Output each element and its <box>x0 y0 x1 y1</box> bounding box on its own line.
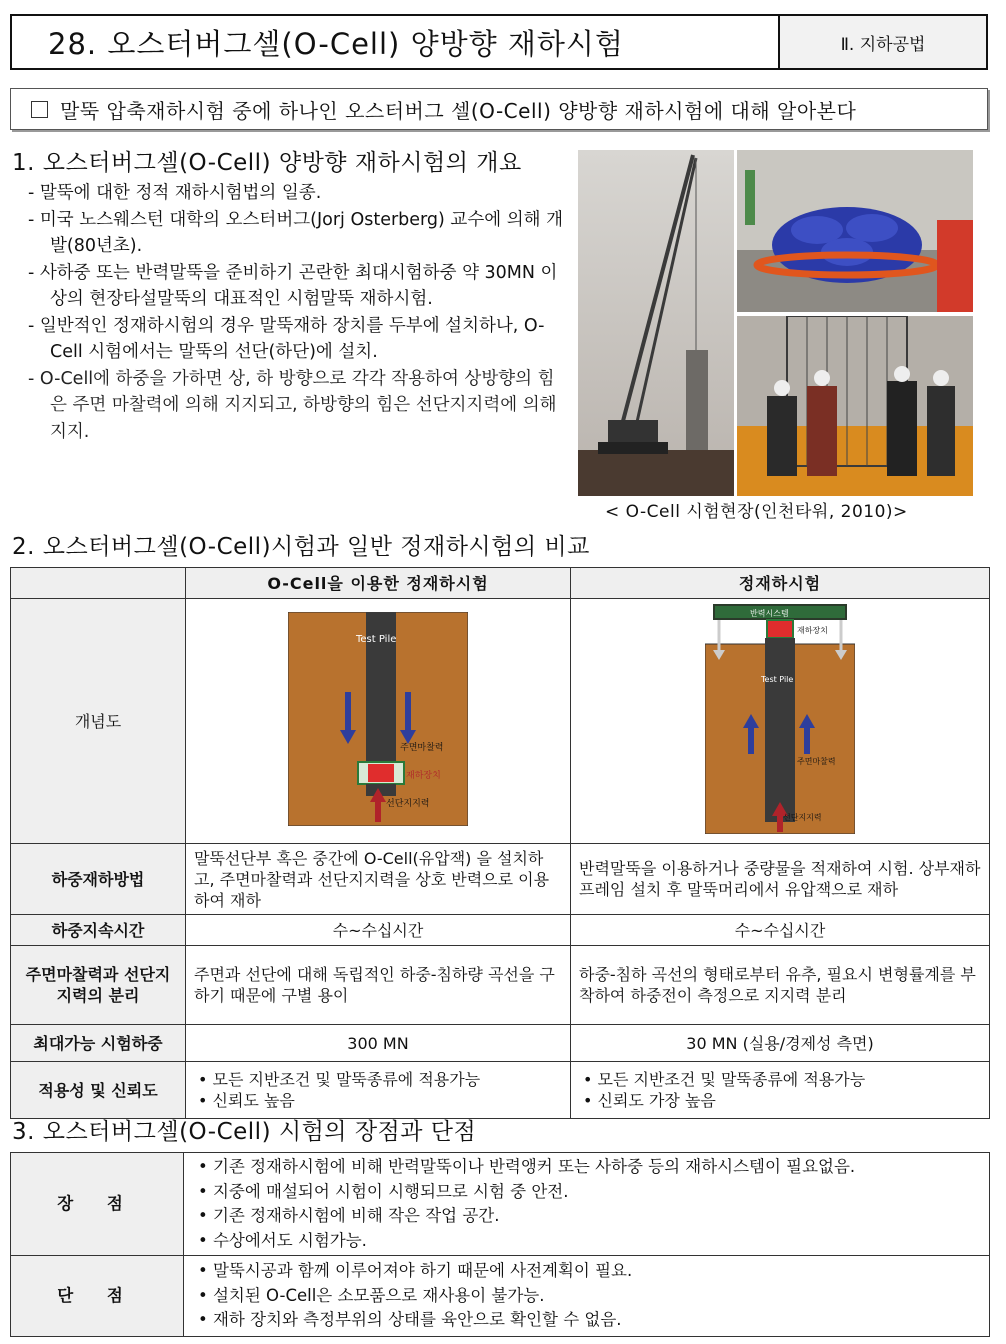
ocell-jack-label: 재하장치 <box>406 770 441 781</box>
intro-box <box>10 88 988 130</box>
table-row <box>11 1025 990 1062</box>
list-item: - 사하중 또는 반력말뚝을 준비하기 곤란한 최대시험하중 약 30MN 이상의 현장타설말뚝의 대표적인 시험말뚝 재하시험. <box>28 262 558 309</box>
section3-heading: 3. 오스터버그셀(O-Cell) 시험의 장점과 단점 <box>12 1119 477 1145</box>
disadvantages-list <box>184 1256 990 1337</box>
table-row <box>11 599 990 844</box>
table-row <box>11 568 990 599</box>
list-item: - O-Cell에 하중을 가하면 상, 하 방향으로 각각 작용하여 상방향의 힘은 주면 마찰력에 의해 지지되고, 하방향의 힘은 선단지지력에 의해 지지. <box>28 368 557 442</box>
col-header-static: 정재하시험 <box>571 568 990 599</box>
list-item: • 모든 지반조건 및 말뚝종류에 적용가능 <box>583 1070 866 1089</box>
row-header-reliability: 적용성 및 신뢰도 <box>11 1062 186 1119</box>
pros-cons-table <box>10 1152 990 1337</box>
static-reaction-label: 반력시스템 <box>750 608 789 618</box>
table-row <box>11 1153 990 1256</box>
col-header-ocell: O-Cell을 이용한 정재하시험 <box>186 568 571 599</box>
list-item: • 지중에 매설되어 시험이 시행되므로 시험 중 안전. <box>198 1181 569 1201</box>
static-duration: 수~수십시간 <box>571 915 990 946</box>
table-row <box>11 1062 990 1119</box>
row-header-duration: 하중지속시간 <box>11 915 186 946</box>
row-header-concept: 개념도 <box>11 599 186 844</box>
page-title: 28. 오스터버그셀(O-Cell) 양방향 재하시험 <box>48 26 624 61</box>
list-item: • 신뢰도 높음 <box>198 1091 295 1110</box>
list-item: • 재하 장치와 측정부위의 상태를 육안으로 확인할 수 없음. <box>198 1310 622 1330</box>
list-item: - 말뚝에 대한 정적 재하시험법의 일종. <box>28 183 322 203</box>
static-separation: 하중-침하 곡선의 형태로부터 유추, 필요시 변형률계를 부착하여 하중전이 측정으로 지지력 분리 <box>571 946 990 1025</box>
checkbox-square-icon <box>31 101 48 118</box>
advantages-list <box>184 1153 990 1256</box>
static-friction-label: 주면마찰력 <box>797 756 836 766</box>
ocell-method: 말뚝선단부 혹은 중간에 O-Cell(유압잭) 을 설치하고, 주면마찰력과 선단지지력을 상호 반력으로 이용하여 재하 <box>186 844 571 915</box>
list-item: • 수상에서도 시험가능. <box>198 1230 367 1250</box>
site-workers-photo <box>737 316 973 496</box>
static-maxload: 30 MN (실용/경제성 측면) <box>571 1025 990 1062</box>
ocell-concept-diagram <box>288 612 468 826</box>
disadvantages-label: 단 점 <box>11 1256 184 1337</box>
ocell-separation: 주면과 선단에 대해 독립적인 하중-침하량 곡선을 구하기 때문에 구별 용이 <box>186 946 571 1025</box>
list-item: • 말뚝시공과 함께 이루어져야 하기 때문에 사전계획이 필요. <box>198 1261 633 1281</box>
list-item: - 미국 노스웨스턴 대학의 오스터버그(Jorj Osterberg) 교수에 의해 개발(80년초). <box>28 209 563 256</box>
list-item: • 기존 정재하시험에 비해 작은 작업 공간. <box>198 1206 500 1225</box>
section2-heading: 2. 오스터버그셀(O-Cell)시험과 일반 정재하시험의 비교 <box>12 534 590 560</box>
ocell-endbearing-label: 선단지지력 <box>386 798 430 809</box>
ocell-maxload: 300 MN <box>186 1025 571 1062</box>
static-method: 반력말뚝을 이용하거나 중량물을 적재하여 시험. 상부재하 프레임 설치 후 말뚝머리에서 유압잭으로 재하 <box>571 844 990 915</box>
list-item: • 모든 지반조건 및 말뚝종류에 적용가능 <box>198 1070 481 1089</box>
ocell-friction-label: 주면마찰력 <box>400 742 444 753</box>
static-endbearing-label: 선단지지력 <box>783 812 822 822</box>
advantages-label: 장 점 <box>11 1153 184 1256</box>
section1-heading: 1. 오스터버그셀(O-Cell) 양방향 재하시험의 개요 <box>12 150 522 176</box>
table-row <box>11 946 990 1025</box>
ocell-diagram-cell <box>186 599 571 844</box>
crane-photo <box>578 150 734 496</box>
table-row <box>11 915 990 946</box>
static-concept-diagram <box>705 604 855 834</box>
ocell-reliability <box>186 1062 571 1119</box>
list-item: • 설치된 O-Cell은 소모품으로 재사용이 불가능. <box>198 1285 545 1305</box>
ocell-duration: 수~수십시간 <box>186 915 571 946</box>
static-reliability <box>571 1062 990 1119</box>
row-header-method: 하중재하방법 <box>11 844 186 915</box>
table-corner-cell <box>11 568 186 599</box>
static-jack-label: 재하장치 <box>797 625 828 635</box>
ocell-jack-photo <box>737 150 973 312</box>
list-item: - 일반적인 정재하시험의 경우 말뚝재하 장치를 두부에 설치하나, O-Cell 시험에서는 말뚝의 선단(하단)에 설치. <box>28 315 545 362</box>
chapter-label: Ⅱ. 지하공법 <box>778 16 986 68</box>
table-row <box>11 1256 990 1337</box>
comparison-table <box>10 567 990 1119</box>
table-row <box>11 844 990 915</box>
row-header-maxload: 최대가능 시험하중 <box>11 1025 186 1062</box>
row-header-separation: 주면마찰력과 선단지지력의 분리 <box>11 946 186 1025</box>
list-item: • 신뢰도 가장 높음 <box>583 1091 716 1110</box>
static-diagram-cell <box>571 599 990 844</box>
static-test-pile-label: Test Pile <box>761 674 794 684</box>
ocell-test-pile-label: Test Pile <box>356 633 397 645</box>
page-header <box>10 14 988 70</box>
section1-bullets <box>28 180 568 445</box>
intro-text: 말뚝 압축재하시험 중에 하나인 오스터버그 셀(O-Cell) 양방향 재하시험에 대해 알아본다 <box>60 98 857 123</box>
list-item: • 기존 정재하시험에 비해 반력말뚝이나 반력앵커 또는 사하중 등의 재하시스템이 필요없음. <box>198 1157 856 1176</box>
photo-caption: < O-Cell 시험현장(인천타워, 2010)> <box>605 502 908 522</box>
